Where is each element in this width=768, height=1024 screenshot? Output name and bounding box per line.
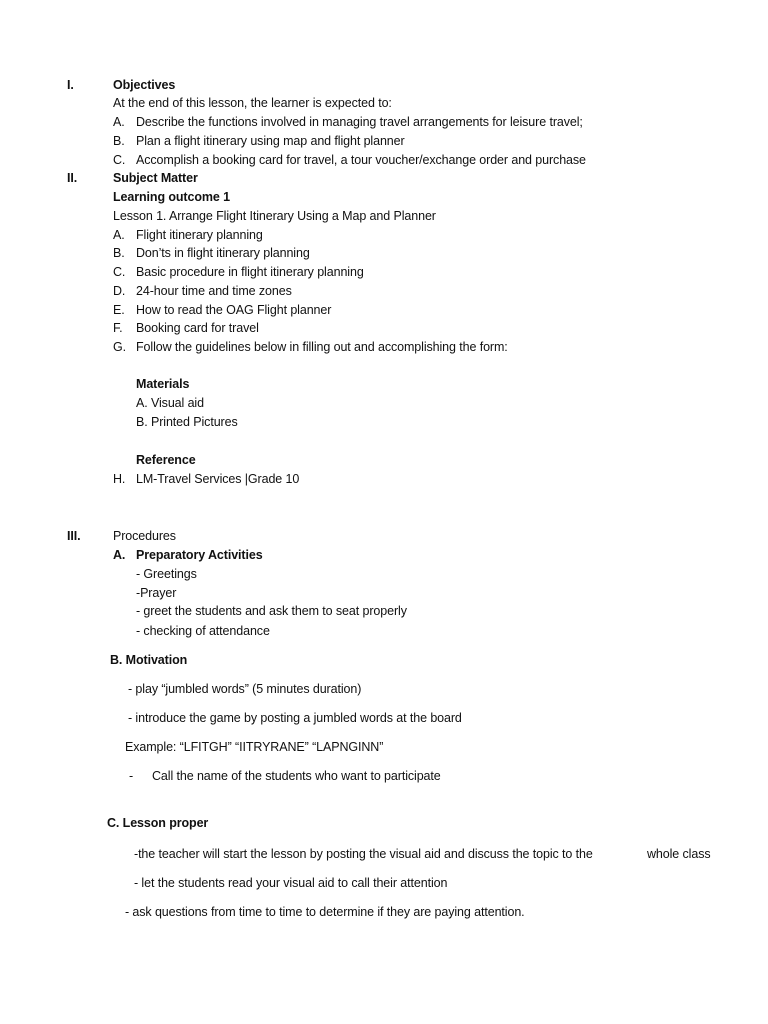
list-dash: -: [129, 769, 134, 783]
list-letter: G.: [113, 340, 126, 354]
list-item: - Greetings: [136, 567, 197, 581]
preparatory-heading: Preparatory Activities: [136, 548, 263, 562]
list-item: Accomplish a booking card for travel, a tour voucher/exchange order and purchase: [136, 153, 586, 167]
list-letter: A.: [113, 228, 125, 242]
list-letter: E.: [113, 303, 125, 317]
section-title: Subject Matter: [113, 171, 198, 185]
materials-item: B. Printed Pictures: [136, 415, 238, 429]
list-item: - checking of attendance: [136, 624, 270, 638]
list-letter: F.: [113, 321, 123, 335]
list-letter: A.: [113, 115, 125, 129]
section-numeral: II.: [67, 171, 78, 185]
list-item: - greet the students and ask them to seat properly: [136, 604, 407, 618]
list-item: 24-hour time and time zones: [136, 284, 292, 298]
list-item: -the teacher will start the lesson by posting the visual aid and discuss the topic to the: [134, 847, 593, 861]
section-numeral: III.: [67, 529, 81, 543]
materials-heading: Materials: [136, 377, 190, 391]
list-item: - let the students read your visual aid to call their attention: [134, 876, 448, 890]
list-letter: C.: [113, 265, 126, 279]
section-numeral: I.: [67, 78, 74, 92]
list-item: Don’ts in flight itinerary planning: [136, 246, 310, 260]
list-item: - ask questions from time to time to determine if they are paying attention.: [125, 905, 525, 919]
objectives-intro: At the end of this lesson, the learner is expected to:: [113, 96, 392, 110]
list-letter: A.: [113, 548, 126, 562]
list-item: How to read the OAG Flight planner: [136, 303, 332, 317]
list-item: Basic procedure in flight itinerary planning: [136, 265, 364, 279]
reference-text: LM-Travel Services |Grade 10: [136, 472, 300, 486]
list-letter: B.: [113, 246, 125, 260]
section-title: Objectives: [113, 78, 176, 92]
list-letter: D.: [113, 284, 126, 298]
motivation-heading: B. Motivation: [110, 653, 188, 667]
list-letter: H.: [113, 472, 126, 486]
list-item: Follow the guidelines below in filling out and accomplishing the form:: [136, 340, 508, 354]
list-item: - play “jumbled words” (5 minutes duration): [128, 682, 362, 696]
list-letter: C.: [113, 153, 126, 167]
materials-item: A. Visual aid: [136, 396, 204, 410]
example-line: Example: “LFITGH” “IITRYRANE” “LAPNGINN”: [125, 740, 384, 754]
list-item: Describe the functions involved in managing travel arrangements for leisure travel;: [136, 115, 583, 129]
list-item: Plan a flight itinerary using map and flight planner: [136, 134, 405, 148]
list-item: Flight itinerary planning: [136, 228, 263, 242]
lesson-proper-heading: C. Lesson proper: [107, 816, 209, 830]
reference-heading: Reference: [136, 453, 196, 467]
list-item: -Prayer: [136, 586, 177, 600]
list-item: Call the name of the students who want to participate: [152, 769, 441, 783]
lesson-title: Lesson 1. Arrange Flight Itinerary Using a Map and Planner: [113, 209, 436, 223]
list-item: Booking card for travel: [136, 321, 259, 335]
learning-outcome: Learning outcome 1: [113, 190, 230, 204]
list-item: - introduce the game by posting a jumbled words at the board: [128, 711, 462, 725]
list-letter: B.: [113, 134, 125, 148]
list-item-tail: whole class: [647, 847, 711, 861]
section-title: Procedures: [113, 529, 176, 543]
